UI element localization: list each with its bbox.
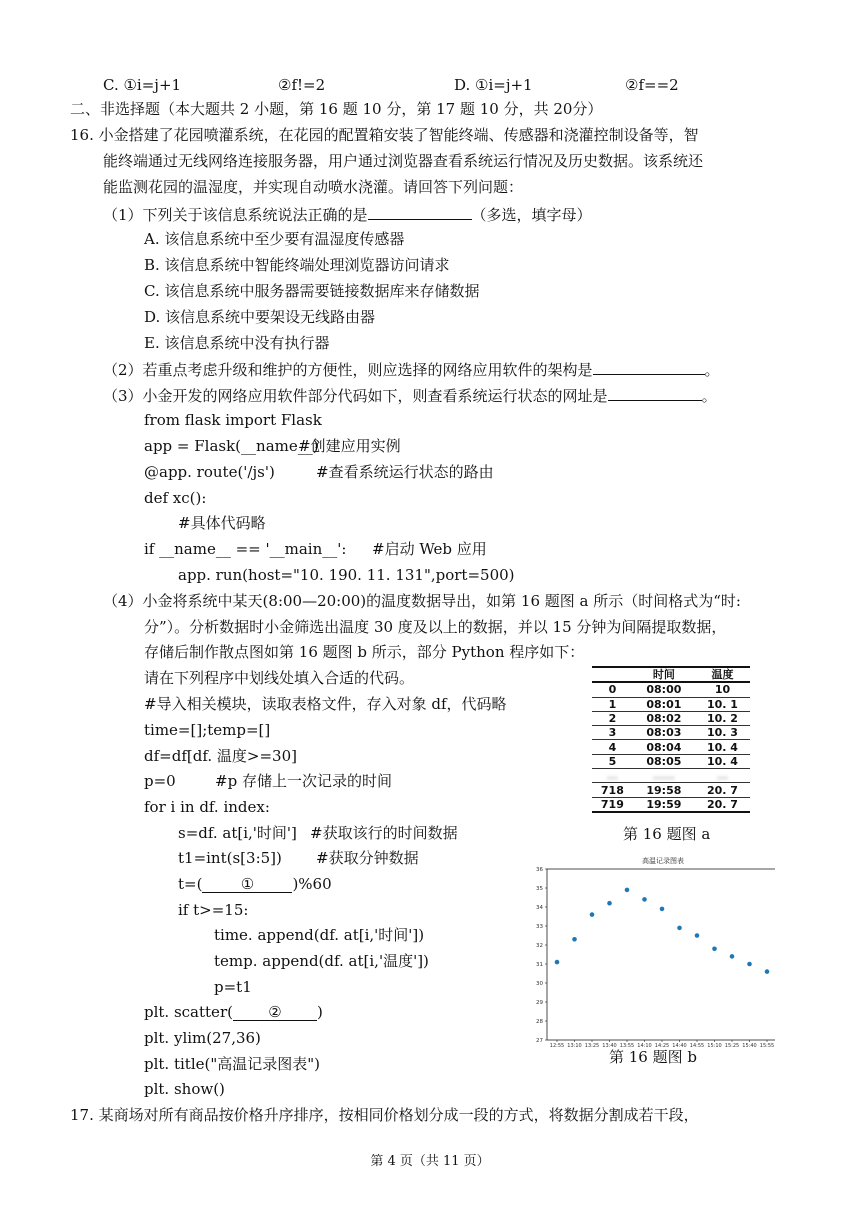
- figure-a-caption: 第 16 题图 a: [623, 825, 711, 843]
- q16-1-answer-blank[interactable]: [368, 203, 472, 220]
- scatter-point: [765, 969, 770, 974]
- option-c-1: C. ①i=j+1: [103, 76, 182, 94]
- y-axis-ticks: [536, 867, 547, 1044]
- q16-1-option-c: C. 该信息系统中服务器需要链接数据库来存储数据: [144, 282, 480, 300]
- table-cell: 19:59: [633, 797, 695, 812]
- code-line: s=df. at[i,'时间']: [178, 824, 297, 842]
- code-line: if __name__ == '__main__':: [144, 540, 347, 558]
- q16-1-note: （多选，填字母）: [471, 206, 592, 224]
- code-line-blank-2: [144, 1002, 323, 1022]
- x-tick-label: 14:10: [637, 1043, 652, 1048]
- table-cell: 4: [592, 740, 633, 754]
- table-header-cell: 温度: [695, 667, 750, 682]
- code-line: time. append(df. at[i,'时间']): [214, 926, 425, 944]
- figure-b-scatter-chart: [530, 852, 775, 1048]
- table-cell: 08:02: [633, 711, 695, 725]
- table-row: [592, 740, 750, 754]
- table-cell: 08:03: [633, 726, 695, 740]
- option-d-1: D. ①i=j+1: [454, 76, 533, 94]
- code-line: for i in df. index:: [144, 798, 270, 816]
- code-line: df=df[df. 温度>=30]: [144, 747, 297, 765]
- scatter-point: [607, 901, 612, 906]
- scatter-point: [695, 933, 700, 938]
- option-d-2: ②f==2: [625, 76, 679, 94]
- table-row: [592, 754, 750, 768]
- chart-title: 高温记录图表: [642, 857, 684, 865]
- y-tick-label: 30: [536, 981, 543, 987]
- x-tick-label: 15:55: [759, 1043, 775, 1048]
- option-c-2: ②f!=2: [278, 76, 326, 94]
- answer-blank-2[interactable]: ②: [233, 1004, 317, 1021]
- q16-1-text: （1）下列关于该信息系统说法正确的是: [103, 206, 368, 224]
- table-row: [592, 783, 750, 797]
- scatter-point: [590, 912, 595, 917]
- table-header-cell: 时间: [633, 667, 695, 682]
- y-tick-label: 27: [536, 1038, 543, 1044]
- table-cell: 2: [592, 711, 633, 725]
- figure-a-table: [592, 666, 750, 813]
- q16-1-option-d: D. 该信息系统中要架设无线路由器: [144, 308, 376, 326]
- code-comment: #创建应用实例: [298, 437, 401, 455]
- q16-2-answer-blank[interactable]: [593, 358, 705, 375]
- code-comment: #查看系统运行状态的路由: [316, 463, 494, 481]
- x-tick-label: 15:10: [707, 1043, 722, 1048]
- q16-1-option-e: E. 该信息系统中没有执行器: [144, 334, 330, 352]
- table-header-cell: [592, 667, 633, 682]
- scatter-point: [625, 888, 630, 893]
- y-tick-label: 35: [536, 886, 543, 892]
- table-cell: 719: [592, 797, 633, 812]
- code-comment: #启动 Web 应用: [372, 540, 487, 558]
- y-tick-label: 36: [536, 867, 543, 873]
- code-text: plt. scatter(: [144, 1003, 233, 1021]
- figure-b-caption: 第 16 题图 b: [609, 1048, 697, 1066]
- x-tick-label: 13:40: [602, 1043, 617, 1048]
- q16-3-text: （3）小金开发的网络应用软件部分代码如下，则查看系统运行状态的网址是: [103, 387, 608, 405]
- scatter-point: [555, 960, 560, 965]
- table-cell: 10. 3: [695, 726, 750, 740]
- q16-3-prompt: [103, 384, 717, 406]
- table-cell: 10. 4: [695, 740, 750, 754]
- x-tick-label: 14:25: [654, 1043, 670, 1048]
- table-row: [592, 697, 750, 711]
- table-cell: 08:04: [633, 740, 695, 754]
- code-text: t=(: [178, 875, 203, 893]
- table-cell: 08:05: [633, 754, 695, 768]
- code-line: from flask import Flask: [144, 411, 322, 429]
- table-row: [592, 726, 750, 740]
- table-cell: 10. 2: [695, 711, 750, 725]
- q16-1-option-a: A. 该信息系统中至少要有温湿度传感器: [144, 230, 405, 248]
- table-cell: 20. 7: [695, 797, 750, 812]
- code-line: p=t1: [214, 978, 252, 996]
- x-tick-label: 13:25: [584, 1043, 600, 1048]
- y-tick-label: 34: [536, 905, 543, 911]
- table-cell: 10. 4: [695, 754, 750, 768]
- table-cell: 19:58: [633, 783, 695, 797]
- code-comment: #获取分钟数据: [316, 849, 419, 867]
- q16-1-prompt: [103, 203, 592, 225]
- code-comment: #具体代码略: [178, 514, 266, 532]
- code-line: plt. title("高温记录图表"): [144, 1055, 320, 1073]
- y-tick-label: 29: [536, 1000, 543, 1006]
- table-cell: 08:01: [633, 697, 695, 711]
- table-cell: 5: [592, 754, 633, 768]
- q16-4-stem-2: 分”）。分析数据时小金筛选出温度 30 度及以上的数据，并以 15 分钟为间隔提取数据，: [144, 618, 727, 636]
- code-line: app. run(host="10. 190. 11. 131",port=500): [178, 566, 515, 584]
- q16-2-end: 。: [704, 361, 720, 379]
- q16-4-stem-1: （4）小金将系统中某天(8:00—20:00)的温度数据导出，如第 16 题图 a 所示（时间格式为“时:: [103, 592, 741, 610]
- y-tick-label: 28: [536, 1019, 543, 1025]
- scatter-points: [555, 888, 770, 974]
- table-cell: 718: [592, 783, 633, 797]
- code-line-blank-1: [178, 874, 332, 894]
- code-line: plt. ylim(27,36): [144, 1029, 261, 1047]
- code-line: @app. route('/js'): [144, 463, 275, 481]
- q16-2-prompt: [103, 358, 720, 380]
- code-line: t1=int(s[3:5]): [178, 849, 282, 867]
- table-cell: ……: [633, 769, 695, 783]
- table-cell: 10: [695, 682, 750, 697]
- y-tick-label: 33: [536, 924, 543, 930]
- x-tick-label: 15:25: [724, 1043, 740, 1048]
- answer-blank-1[interactable]: ①: [202, 876, 292, 893]
- table-cell: 1: [592, 697, 633, 711]
- q16-stem-3: 能监测花园的温湿度，并实现自动喷水浇灌。请回答下列问题：: [103, 178, 524, 196]
- x-tick-label: 14:55: [689, 1043, 705, 1048]
- scatter-point: [747, 962, 752, 967]
- plot-frame: [547, 869, 775, 1040]
- q17-stem-1: 17. 某商场对所有商品按价格升序排序，按相同价格划分成一段的方式，将数据分割成若干段，: [70, 1106, 699, 1124]
- scatter-point: [572, 937, 577, 942]
- q16-3-end: 。: [701, 387, 717, 405]
- section-heading: 二、非选择题（本大题共 2 小题，第 16 题 10 分，第 17 题 10 分，共 20分）: [70, 100, 603, 118]
- code-text: ): [316, 1003, 323, 1021]
- q16-1-option-b: B. 该信息系统中智能终端处理浏览器访问请求: [144, 256, 450, 274]
- table-cell: 08:00: [633, 682, 695, 697]
- x-tick-label: 15:40: [742, 1043, 757, 1048]
- scatter-point: [677, 926, 682, 931]
- q16-3-answer-blank[interactable]: [608, 384, 702, 401]
- scatter-point: [712, 947, 717, 952]
- page-footer: 第 4 页（共 11 页）: [370, 1154, 490, 1169]
- table-cell: 3: [592, 726, 633, 740]
- q16-stem-1: 16. 小金搭建了花园喷灌系统，在花园的配置箱安装了智能终端、传感器和浇灌控制设备等，智: [70, 126, 699, 144]
- code-comment: #p 存储上一次记录的时间: [215, 772, 392, 790]
- code-line: plt. show(): [144, 1080, 225, 1098]
- x-tick-label: 13:10: [567, 1043, 582, 1048]
- table-row: [592, 797, 750, 812]
- code-line: def xc():: [144, 489, 207, 507]
- x-tick-label: 12:55: [549, 1043, 565, 1048]
- q16-stem-2: 能终端通过无线网络连接服务器，用户通过浏览器查看系统运行情况及历史数据。该系统还: [103, 152, 704, 170]
- table-cell: 0: [592, 682, 633, 697]
- code-text: )%60: [292, 875, 332, 893]
- table-cell: 20. 7: [695, 783, 750, 797]
- code-line: app = Flask(__name__): [144, 437, 319, 455]
- code-comment: #导入相关模块，读取表格文件，存入对象 df，代码略: [144, 695, 507, 713]
- scatter-point: [660, 907, 665, 912]
- table-cell: …: [592, 769, 633, 783]
- table-row-ellipsis: [592, 769, 750, 783]
- code-line: time=[];temp=[]: [144, 721, 271, 739]
- q16-4-stem-3: 存储后制作散点图如第 16 题图 b 所示，部分 Python 程序如下：: [144, 643, 585, 661]
- table-row: [592, 682, 750, 697]
- code-line: p=0: [144, 772, 176, 790]
- scatter-point: [730, 954, 735, 959]
- code-line: if t>=15:: [178, 901, 249, 919]
- table-row: [592, 711, 750, 725]
- y-tick-label: 31: [536, 962, 543, 968]
- code-line: temp. append(df. at[i,'温度']): [214, 952, 429, 970]
- table-cell: …: [695, 769, 750, 783]
- code-comment: #获取该行的时间数据: [310, 824, 458, 842]
- table-cell: 10. 1: [695, 697, 750, 711]
- q16-4-instruction: 请在下列程序中划线处填入合适的代码。: [144, 669, 415, 687]
- scatter-point: [642, 897, 647, 902]
- x-tick-label: 13:55: [619, 1043, 635, 1048]
- x-tick-label: 14:40: [672, 1043, 687, 1048]
- table-header-row: [592, 667, 750, 682]
- y-tick-label: 32: [536, 943, 543, 949]
- q16-2-text: （2）若重点考虑升级和维护的方便性，则应选择的网络应用软件的架构是: [103, 361, 593, 379]
